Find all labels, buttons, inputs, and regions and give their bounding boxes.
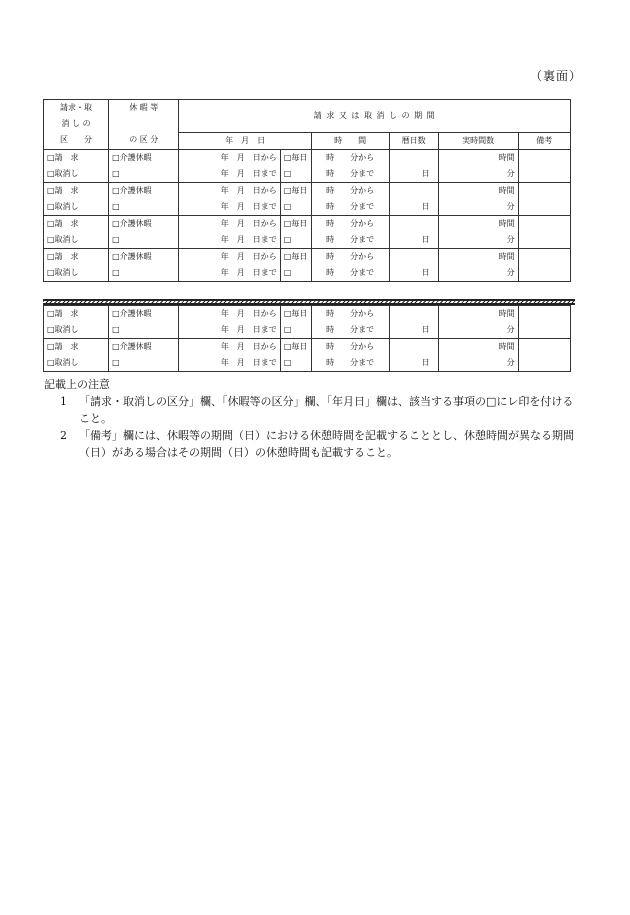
remarks-cell[interactable] bbox=[518, 182, 570, 215]
every-day-checkbox[interactable]: □毎日 bbox=[280, 182, 311, 199]
date-to[interactable]: 年 月 日まで bbox=[179, 322, 280, 339]
note-text: 「請求・取消しの区分」欄、「休暇等の区分」欄、「年月日」欄は、該当する事項の□にレ印を付けること。 bbox=[79, 395, 574, 425]
every-day-checkbox[interactable]: □毎日 bbox=[280, 248, 311, 265]
time-from[interactable]: 時 分から bbox=[311, 339, 389, 356]
date-from[interactable]: 年 月 日から bbox=[179, 149, 280, 166]
days-cell-top[interactable] bbox=[389, 182, 438, 199]
hours-unit[interactable]: 時間 bbox=[438, 215, 518, 232]
cancel-checkbox[interactable]: □取消し bbox=[44, 322, 109, 339]
note-number: 1 bbox=[60, 395, 67, 408]
entry-row-bottom bbox=[44, 166, 571, 183]
cancel-checkbox[interactable]: □取消し bbox=[44, 199, 109, 216]
hours-column-header: 実時間数 bbox=[438, 132, 518, 149]
other-leave-checkbox[interactable]: □ bbox=[109, 199, 179, 216]
hours-unit[interactable]: 時間 bbox=[438, 248, 518, 265]
remarks-cell[interactable] bbox=[518, 248, 570, 281]
hours-unit[interactable]: 時間 bbox=[438, 149, 518, 166]
cancel-checkbox[interactable]: □取消し bbox=[44, 232, 109, 249]
request-checkbox[interactable]: □請 求 bbox=[44, 306, 109, 323]
blank-checkbox[interactable]: □ bbox=[280, 199, 311, 216]
minutes-unit[interactable]: 分 bbox=[438, 322, 518, 339]
request-form-table-lower bbox=[43, 305, 571, 372]
time-from[interactable]: 時 分から bbox=[311, 248, 389, 265]
date-to[interactable]: 年 月 日まで bbox=[179, 265, 280, 282]
care-leave-checkbox[interactable]: □介護休暇 bbox=[109, 182, 179, 199]
note-number: 2 bbox=[60, 429, 67, 442]
other-leave-checkbox[interactable]: □ bbox=[109, 232, 179, 249]
request-form-table-upper bbox=[43, 99, 571, 282]
date-from[interactable]: 年 月 日から bbox=[179, 215, 280, 232]
every-day-checkbox[interactable]: □毎日 bbox=[280, 149, 311, 166]
days-cell-top[interactable] bbox=[389, 149, 438, 166]
back-side-label: （裏面） bbox=[530, 69, 583, 83]
days-unit[interactable]: 日 bbox=[389, 232, 438, 249]
cancel-checkbox[interactable]: □取消し bbox=[44, 166, 109, 183]
notes-section bbox=[44, 376, 584, 461]
note-text: 「備考」欄には、休暇等の期間（日）における休憩時間を記載することとし、休憩時間が異なる期間（日）がある場合はその期間（日）の休憩時間も記載すること。 bbox=[79, 429, 574, 459]
entry-row-top bbox=[44, 306, 571, 323]
entry-row-bottom bbox=[44, 265, 571, 282]
date-to[interactable]: 年 月 日まで bbox=[179, 166, 280, 183]
days-column-header: 暦日数 bbox=[389, 132, 438, 149]
request-checkbox[interactable]: □請 求 bbox=[44, 248, 109, 265]
leave-type-header-line2 bbox=[109, 116, 179, 132]
request-checkbox[interactable]: □請 求 bbox=[44, 182, 109, 199]
period-header: 請 求 又 は 取 消 し の 期 間 bbox=[179, 100, 571, 133]
entry-row-top bbox=[44, 215, 571, 232]
date-from[interactable]: 年 月 日から bbox=[179, 339, 280, 356]
blank-checkbox[interactable]: □ bbox=[280, 166, 311, 183]
cancel-checkbox[interactable]: □取消し bbox=[44, 355, 109, 372]
entry-row-bottom bbox=[44, 322, 571, 339]
other-leave-checkbox[interactable]: □ bbox=[109, 265, 179, 282]
days-unit[interactable]: 日 bbox=[389, 322, 438, 339]
every-day-checkbox[interactable]: □毎日 bbox=[280, 215, 311, 232]
request-checkbox[interactable]: □請 求 bbox=[44, 215, 109, 232]
hours-unit[interactable]: 時間 bbox=[438, 339, 518, 356]
leave-type-header-line3: の 区 分 bbox=[109, 132, 179, 149]
date-from[interactable]: 年 月 日から bbox=[179, 248, 280, 265]
category-header-line1: 請求・取 bbox=[44, 100, 109, 117]
minutes-unit[interactable]: 分 bbox=[438, 265, 518, 282]
date-from[interactable]: 年 月 日から bbox=[179, 182, 280, 199]
minutes-unit[interactable]: 分 bbox=[438, 232, 518, 249]
blank-checkbox[interactable]: □ bbox=[280, 265, 311, 282]
remarks-cell[interactable] bbox=[518, 339, 570, 372]
time-to[interactable]: 時 分まで bbox=[311, 199, 389, 216]
other-leave-checkbox[interactable]: □ bbox=[109, 166, 179, 183]
days-unit[interactable]: 日 bbox=[389, 199, 438, 216]
time-from[interactable]: 時 分から bbox=[311, 215, 389, 232]
date-to[interactable]: 年 月 日まで bbox=[179, 355, 280, 372]
time-to[interactable]: 時 分まで bbox=[311, 355, 389, 372]
header-row-3 bbox=[44, 132, 571, 149]
time-from[interactable]: 時 分から bbox=[311, 306, 389, 323]
care-leave-checkbox[interactable]: □介護休暇 bbox=[109, 215, 179, 232]
minutes-unit[interactable]: 分 bbox=[438, 355, 518, 372]
time-column-header: 時 間 bbox=[311, 132, 389, 149]
days-cell-top[interactable] bbox=[389, 306, 438, 323]
days-cell-top[interactable] bbox=[389, 215, 438, 232]
care-leave-checkbox[interactable]: □介護休暇 bbox=[109, 149, 179, 166]
request-checkbox[interactable]: □請 求 bbox=[44, 149, 109, 166]
minutes-unit[interactable]: 分 bbox=[438, 199, 518, 216]
minutes-unit[interactable]: 分 bbox=[438, 166, 518, 183]
days-unit[interactable]: 日 bbox=[389, 166, 438, 183]
note-item bbox=[44, 427, 584, 461]
category-header-line3: 区 分 bbox=[44, 132, 109, 149]
other-leave-checkbox[interactable]: □ bbox=[109, 355, 179, 372]
header-row-1 bbox=[44, 100, 571, 117]
hours-unit[interactable]: 時間 bbox=[438, 182, 518, 199]
entry-row-top bbox=[44, 248, 571, 265]
time-to[interactable]: 時 分まで bbox=[311, 322, 389, 339]
date-to[interactable]: 年 月 日まで bbox=[179, 199, 280, 216]
note-item bbox=[44, 393, 584, 427]
time-to[interactable]: 時 分まで bbox=[311, 166, 389, 183]
entry-row-top bbox=[44, 339, 571, 356]
remarks-column-header: 備考 bbox=[518, 132, 570, 149]
entry-row-top bbox=[44, 149, 571, 166]
remarks-cell[interactable] bbox=[518, 215, 570, 248]
entry-row-bottom bbox=[44, 199, 571, 216]
time-from[interactable]: 時 分から bbox=[311, 149, 389, 166]
blank-checkbox[interactable]: □ bbox=[280, 322, 311, 339]
care-leave-checkbox[interactable]: □介護休暇 bbox=[109, 248, 179, 265]
days-unit[interactable]: 日 bbox=[389, 355, 438, 372]
days-cell-top[interactable] bbox=[389, 248, 438, 265]
hours-unit[interactable]: 時間 bbox=[438, 306, 518, 323]
entry-row-bottom bbox=[44, 232, 571, 249]
time-from[interactable]: 時 分から bbox=[311, 182, 389, 199]
category-header-line2: 消 し の bbox=[44, 116, 109, 132]
remarks-cell[interactable] bbox=[518, 306, 570, 339]
days-cell-top[interactable] bbox=[389, 339, 438, 356]
blank-checkbox[interactable]: □ bbox=[280, 355, 311, 372]
cancel-checkbox[interactable]: □取消し bbox=[44, 265, 109, 282]
every-day-checkbox[interactable]: □毎日 bbox=[280, 339, 311, 356]
remarks-cell[interactable] bbox=[518, 149, 570, 182]
entry-row-bottom bbox=[44, 355, 571, 372]
care-leave-checkbox[interactable]: □介護休暇 bbox=[109, 339, 179, 356]
entry-row-top bbox=[44, 182, 571, 199]
time-to[interactable]: 時 分まで bbox=[311, 265, 389, 282]
days-unit[interactable]: 日 bbox=[389, 265, 438, 282]
notes-title: 記載上の注意 bbox=[44, 378, 110, 391]
time-to[interactable]: 時 分まで bbox=[311, 232, 389, 249]
date-column-header: 年 月 日 bbox=[179, 132, 311, 149]
blank-checkbox[interactable]: □ bbox=[280, 232, 311, 249]
date-to[interactable]: 年 月 日まで bbox=[179, 232, 280, 249]
leave-type-header-line1: 休 暇 等 bbox=[109, 100, 179, 117]
care-leave-checkbox[interactable]: □介護休暇 bbox=[109, 306, 179, 323]
date-from[interactable]: 年 月 日から bbox=[179, 306, 280, 323]
request-checkbox[interactable]: □請 求 bbox=[44, 339, 109, 356]
other-leave-checkbox[interactable]: □ bbox=[109, 322, 179, 339]
every-day-checkbox[interactable]: □毎日 bbox=[280, 306, 311, 323]
